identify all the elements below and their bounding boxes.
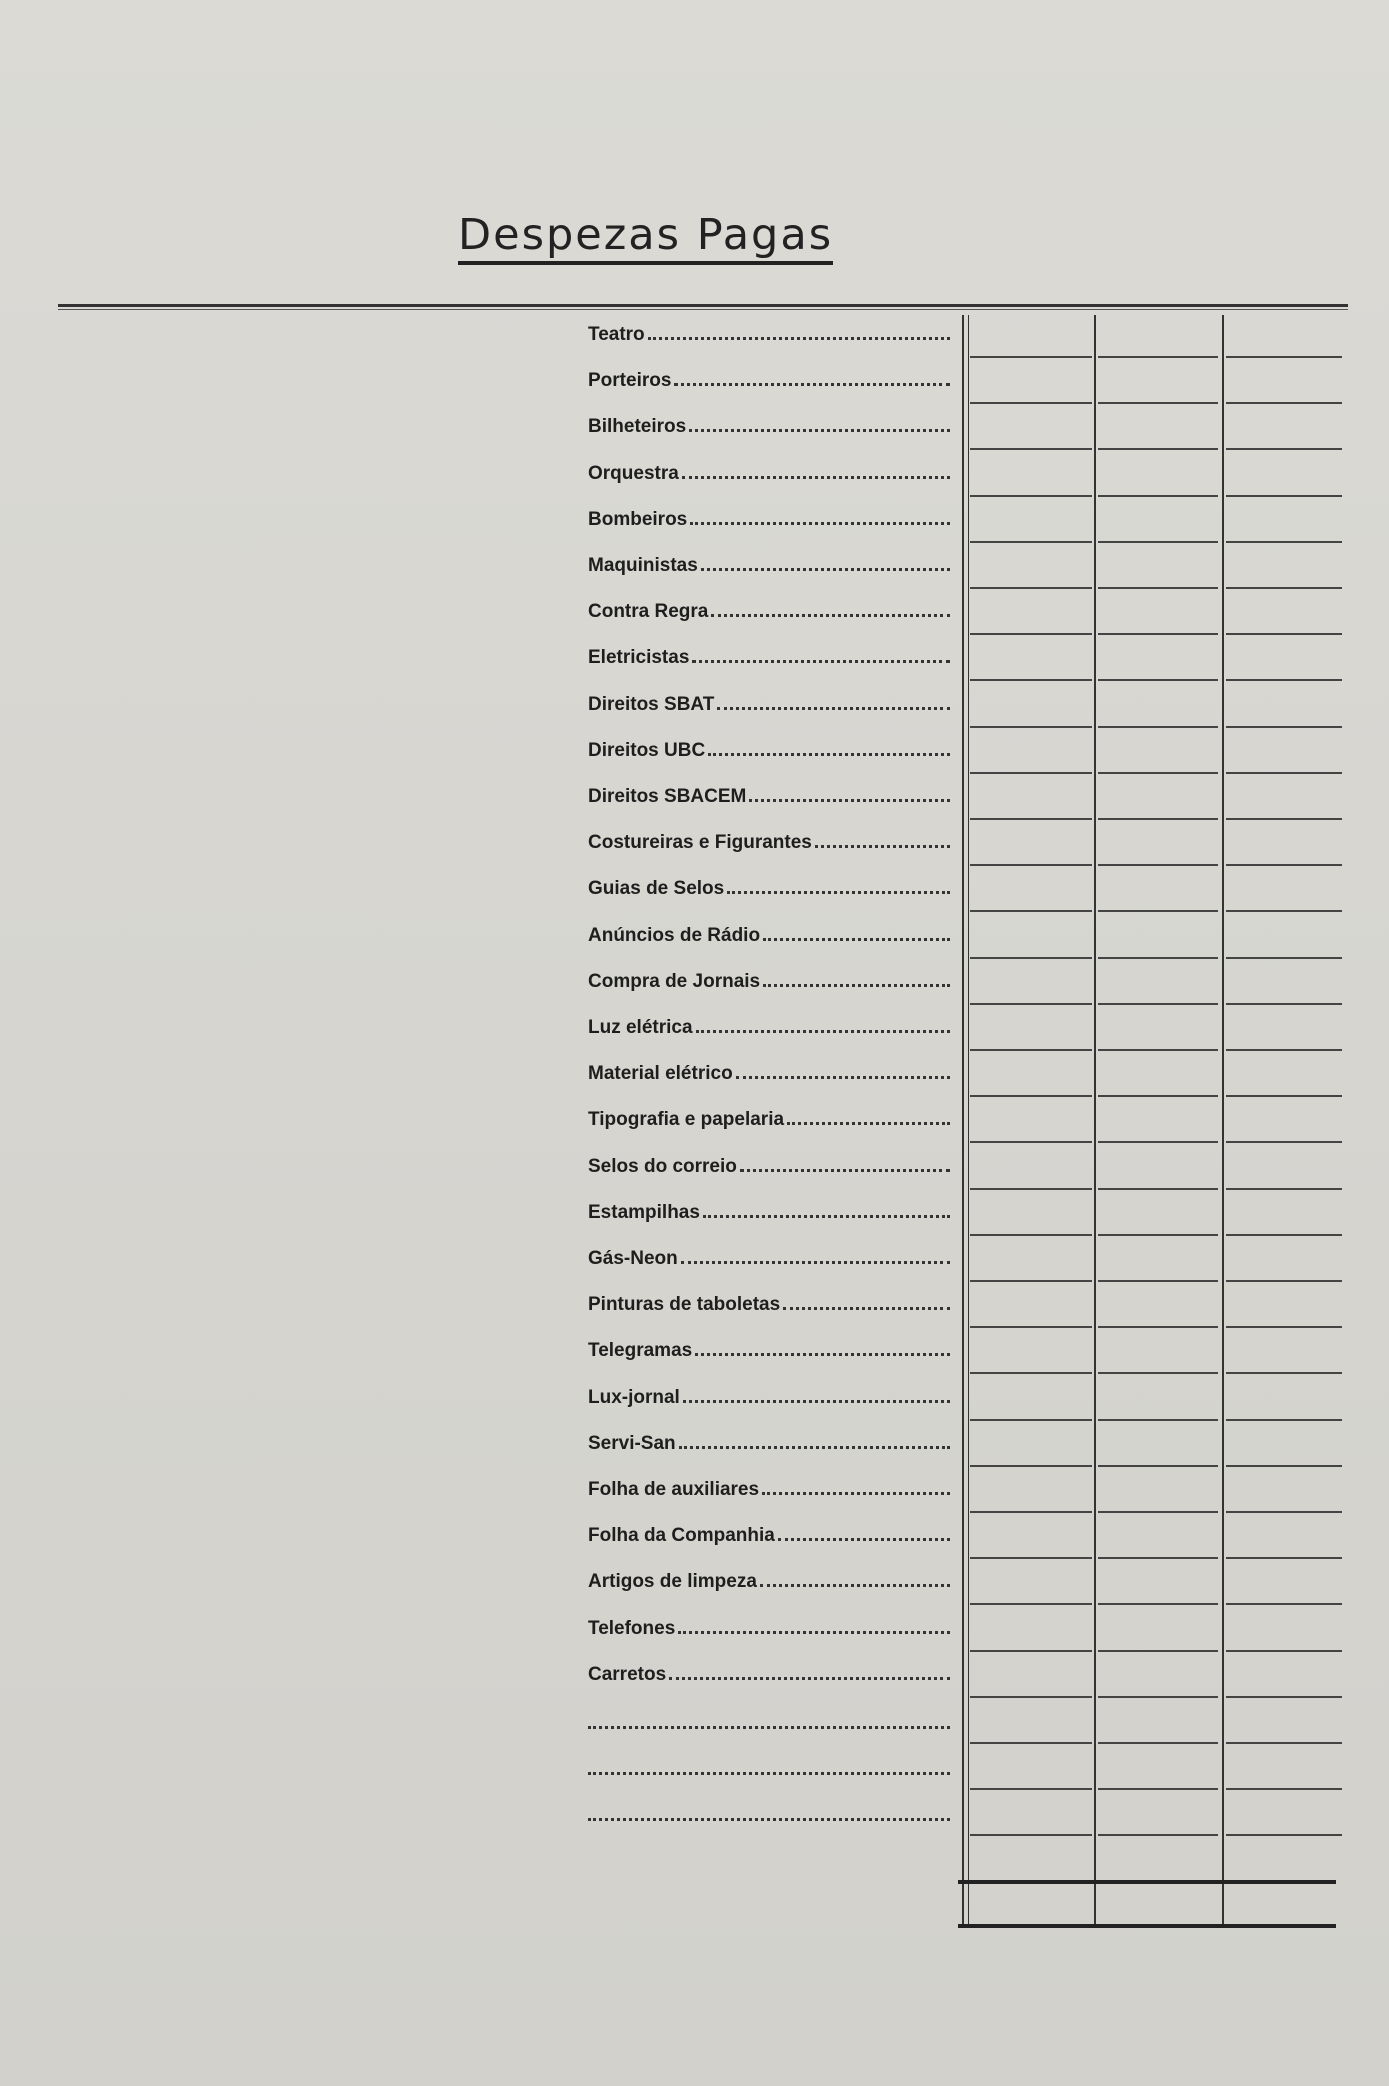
expense-item	[588, 1009, 950, 1039]
amount-cell-line[interactable]	[1226, 1419, 1342, 1421]
expense-item	[588, 362, 950, 392]
expense-item	[588, 732, 950, 762]
grand-total-line	[958, 1924, 1336, 1928]
amount-cell-line[interactable]	[970, 910, 1092, 912]
amount-cell-line[interactable]	[1098, 818, 1218, 820]
expense-item-label: Material elétrico	[588, 1063, 733, 1085]
amount-cell-line[interactable]	[1098, 1095, 1218, 1097]
column-divider	[968, 315, 969, 1928]
amount-cell-line[interactable]	[970, 1003, 1092, 1005]
amount-cell-line[interactable]	[1226, 633, 1342, 635]
amount-cell-line[interactable]	[970, 1234, 1092, 1236]
expense-item-label: Tipografia e papelaria	[588, 1109, 785, 1131]
blank-entry-line[interactable]	[588, 1772, 950, 1775]
amount-cell-line[interactable]	[970, 1188, 1092, 1190]
expense-item	[588, 547, 950, 577]
amount-cell-line[interactable]	[1226, 1557, 1342, 1559]
amount-cell-line[interactable]	[1226, 448, 1342, 450]
amount-cell-line[interactable]	[1098, 679, 1218, 681]
amount-cell-line[interactable]	[970, 495, 1092, 497]
expense-item-label: Telegramas	[588, 1340, 693, 1362]
amount-cell-line[interactable]	[970, 1650, 1092, 1652]
leader-dots	[696, 1030, 950, 1033]
amount-cell-line[interactable]	[1098, 448, 1218, 450]
leader-dots	[681, 1261, 950, 1264]
expense-item	[588, 639, 950, 669]
amount-cell-line[interactable]	[1226, 1049, 1342, 1051]
expense-item	[588, 1148, 950, 1178]
expense-item	[588, 408, 950, 438]
expense-item-label: Maquinistas	[588, 555, 698, 576]
leader-dots	[760, 1584, 950, 1587]
expense-item-label: Estampilhas	[588, 1201, 700, 1223]
page-title: Despezas Pagas	[458, 212, 833, 265]
expense-item-label: Servi-San	[588, 1432, 676, 1454]
leader-dots	[717, 707, 950, 710]
amount-cell-line[interactable]	[1226, 957, 1342, 959]
amount-cell-line[interactable]	[970, 1326, 1092, 1328]
amount-cell-line[interactable]	[1226, 818, 1342, 820]
expense-item-label: Eletricistas	[588, 647, 690, 669]
expense-item	[588, 316, 950, 346]
amount-cell-line[interactable]	[970, 1372, 1092, 1374]
leader-dots	[736, 1076, 950, 1079]
amount-cell-line[interactable]	[1098, 1419, 1218, 1421]
amount-cell-line[interactable]	[1226, 587, 1342, 589]
amount-cell-line[interactable]	[1098, 1049, 1218, 1051]
amount-cell-line[interactable]	[1098, 910, 1218, 912]
expense-item-label: Bombeiros	[588, 508, 688, 530]
amount-cell-line[interactable]	[1098, 1834, 1218, 1836]
amount-cell-line[interactable]	[1098, 587, 1218, 589]
expense-item	[588, 1332, 950, 1362]
amount-cell-line[interactable]	[1226, 1280, 1342, 1282]
leader-dots	[783, 1307, 950, 1310]
expense-item	[588, 455, 950, 485]
expense-item	[588, 686, 950, 716]
expense-item	[588, 1379, 950, 1409]
amount-cell-line[interactable]	[1098, 772, 1218, 774]
leader-dots	[703, 1215, 950, 1218]
leader-dots	[695, 1353, 950, 1356]
amount-cell-line[interactable]	[970, 1141, 1092, 1143]
amount-cell-line[interactable]	[1098, 356, 1218, 358]
amount-cell-line[interactable]	[970, 864, 1092, 866]
expense-item-label: Direitos SBACEM	[588, 786, 747, 807]
leader-dots	[692, 660, 950, 663]
expense-item-label: Teatro	[588, 324, 645, 345]
amount-cell-line[interactable]	[1098, 1372, 1218, 1374]
amount-cell-line[interactable]	[1226, 1511, 1342, 1513]
amount-cell-line[interactable]	[970, 541, 1092, 543]
amount-cell-line[interactable]	[970, 1465, 1092, 1467]
amount-cell-line[interactable]	[1098, 1465, 1218, 1467]
expense-item-label: Telefones	[588, 1617, 676, 1639]
amount-cell-line[interactable]	[970, 1603, 1092, 1605]
amount-cell-line[interactable]	[970, 726, 1092, 728]
amount-cell-line[interactable]	[1226, 1326, 1342, 1328]
amount-cell-line[interactable]	[1098, 1788, 1218, 1790]
amount-cell-line[interactable]	[970, 772, 1092, 774]
expense-item-label: Costureiras e Figurantes	[588, 832, 812, 854]
amount-cell-line[interactable]	[970, 1511, 1092, 1513]
amount-cell-line[interactable]	[1098, 957, 1218, 959]
expense-item	[588, 1194, 950, 1224]
amount-cell-line[interactable]	[1226, 1696, 1342, 1698]
expense-item-label: Folha de auxiliares	[588, 1479, 760, 1500]
blank-entry-line[interactable]	[588, 1726, 950, 1729]
expense-item-label: Direitos UBC	[588, 739, 706, 761]
amount-cell-line[interactable]	[970, 1557, 1092, 1559]
expense-item	[588, 778, 950, 808]
expense-item-label: Anúncios de Rádio	[588, 924, 761, 946]
subtotal-line	[958, 1880, 1336, 1884]
expense-item	[588, 593, 950, 623]
amount-cell-line[interactable]	[1226, 1742, 1342, 1744]
amount-cell-line[interactable]	[1098, 1280, 1218, 1282]
expense-item	[588, 963, 950, 993]
amount-cell-line[interactable]	[1226, 1141, 1342, 1143]
expense-item	[588, 1471, 950, 1501]
amount-cell-line[interactable]	[970, 957, 1092, 959]
amount-cell-line[interactable]	[1226, 679, 1342, 681]
expense-item-label: Luz elétrica	[588, 1017, 693, 1038]
leader-dots	[701, 568, 950, 571]
amount-cell-line[interactable]	[1098, 1511, 1218, 1513]
amount-cell-line[interactable]	[1226, 1234, 1342, 1236]
amount-cell-line[interactable]	[970, 448, 1092, 450]
amount-cell-line[interactable]	[970, 1834, 1092, 1836]
amount-cell-line[interactable]	[1226, 1465, 1342, 1467]
amount-cell-line[interactable]	[970, 1280, 1092, 1282]
expense-item-label: Direitos SBAT	[588, 693, 715, 715]
expense-item-label: Pinturas de taboletas	[588, 1294, 781, 1316]
amount-cell-line[interactable]	[1226, 495, 1342, 497]
expense-item	[588, 917, 950, 947]
expense-item	[588, 1240, 950, 1270]
expense-item-label: Artigos de limpeza	[588, 1571, 757, 1593]
expense-item	[588, 501, 950, 531]
amount-cell-line[interactable]	[970, 679, 1092, 681]
amount-cell-line[interactable]	[1098, 1603, 1218, 1605]
leader-dots	[669, 1677, 950, 1680]
amount-cell-line[interactable]	[970, 1742, 1092, 1744]
amount-cell-line[interactable]	[970, 356, 1092, 358]
amount-cell-line[interactable]	[1098, 1650, 1218, 1652]
amount-cell-line[interactable]	[970, 1419, 1092, 1421]
expense-item	[588, 1610, 950, 1640]
leader-dots	[763, 938, 950, 941]
blank-entry-line[interactable]	[588, 1818, 950, 1821]
expense-item	[588, 1286, 950, 1316]
leader-dots	[778, 1538, 950, 1541]
amount-cell-line[interactable]	[970, 633, 1092, 635]
leader-dots	[679, 1446, 950, 1449]
amount-cell-line[interactable]	[1226, 772, 1342, 774]
amount-cell-line[interactable]	[970, 402, 1092, 404]
leader-dots	[683, 1400, 950, 1403]
expense-item-label: Selos do correio	[588, 1155, 737, 1177]
expense-item	[588, 1101, 950, 1131]
leader-dots	[727, 891, 950, 894]
expense-item	[588, 1425, 950, 1455]
amount-cell-line[interactable]	[1098, 1141, 1218, 1143]
column-divider	[1222, 315, 1224, 1928]
column-divider	[1094, 315, 1096, 1928]
leader-dots	[763, 984, 950, 987]
amount-cell-line[interactable]	[1098, 1696, 1218, 1698]
amount-cell-line[interactable]	[970, 1788, 1092, 1790]
leader-dots	[762, 1492, 950, 1495]
amount-cell-line[interactable]	[1226, 541, 1342, 543]
expense-item-label: Lux-jornal	[588, 1386, 680, 1408]
amount-cell-line[interactable]	[970, 1095, 1092, 1097]
amount-cell-line[interactable]	[1098, 633, 1218, 635]
amount-cell-line[interactable]	[1226, 1188, 1342, 1190]
top-rule-thin	[58, 309, 1348, 310]
expense-item	[588, 1563, 950, 1593]
amount-cell-line[interactable]	[1098, 1003, 1218, 1005]
amount-cell-line[interactable]	[1098, 1742, 1218, 1744]
amount-cell-line[interactable]	[1226, 402, 1342, 404]
expense-item-label: Compra de Jornais	[588, 970, 761, 992]
expense-item-label: Gás-Neon	[588, 1248, 678, 1269]
amount-cell-line[interactable]	[1226, 1603, 1342, 1605]
amount-cell-line[interactable]	[1226, 910, 1342, 912]
leader-dots	[682, 476, 950, 479]
leader-dots	[787, 1122, 950, 1125]
amount-cell-line[interactable]	[1226, 1372, 1342, 1374]
leader-dots	[678, 1631, 950, 1634]
leader-dots	[708, 753, 950, 756]
expense-item	[588, 1656, 950, 1686]
amount-cell-line[interactable]	[1226, 864, 1342, 866]
amount-cell-line[interactable]	[1098, 1234, 1218, 1236]
amount-cell-line[interactable]	[1098, 1188, 1218, 1190]
top-rule	[58, 304, 1348, 307]
amount-cell-line[interactable]	[970, 587, 1092, 589]
expense-item-label: Carretos	[588, 1663, 667, 1685]
amount-cell-line[interactable]	[1226, 1834, 1342, 1836]
leader-dots	[749, 799, 950, 802]
amount-cell-line[interactable]	[1226, 1788, 1342, 1790]
amount-cell-line[interactable]	[1226, 726, 1342, 728]
leader-dots	[648, 337, 950, 340]
expense-item-label: Folha da Companhia	[588, 1525, 775, 1547]
leader-dots	[690, 522, 950, 525]
expense-item-label: Orquestra	[588, 462, 679, 484]
amount-cell-line[interactable]	[1098, 402, 1218, 404]
leader-dots	[711, 614, 950, 617]
amount-cell-line[interactable]	[970, 818, 1092, 820]
amount-cell-line[interactable]	[1098, 1557, 1218, 1559]
amount-cell-line[interactable]	[1098, 495, 1218, 497]
leader-dots	[674, 383, 950, 386]
amount-cell-line[interactable]	[1226, 1650, 1342, 1652]
expense-item-label: Porteiros	[588, 370, 672, 392]
amount-cell-line[interactable]	[1098, 864, 1218, 866]
expense-item-label: Bilheteiros	[588, 416, 687, 438]
expense-item	[588, 1517, 950, 1547]
leader-dots	[815, 845, 950, 848]
amount-cell-line[interactable]	[1226, 356, 1342, 358]
amount-cell-line[interactable]	[1098, 1326, 1218, 1328]
amount-cell-line[interactable]	[1226, 1095, 1342, 1097]
expense-item-label: Contra Regra	[588, 601, 709, 623]
amount-cell-line[interactable]	[1098, 541, 1218, 543]
amount-cell-line[interactable]	[1226, 1003, 1342, 1005]
amount-cell-line[interactable]	[970, 1049, 1092, 1051]
leader-dots	[740, 1169, 950, 1172]
expense-item	[588, 870, 950, 900]
column-divider	[962, 315, 964, 1928]
expense-item	[588, 824, 950, 854]
amount-cell-line[interactable]	[970, 1696, 1092, 1698]
leader-dots	[689, 429, 950, 432]
expense-item	[588, 1055, 950, 1085]
amount-cell-line[interactable]	[1098, 726, 1218, 728]
expense-item-label: Guias de Selos	[588, 878, 725, 900]
